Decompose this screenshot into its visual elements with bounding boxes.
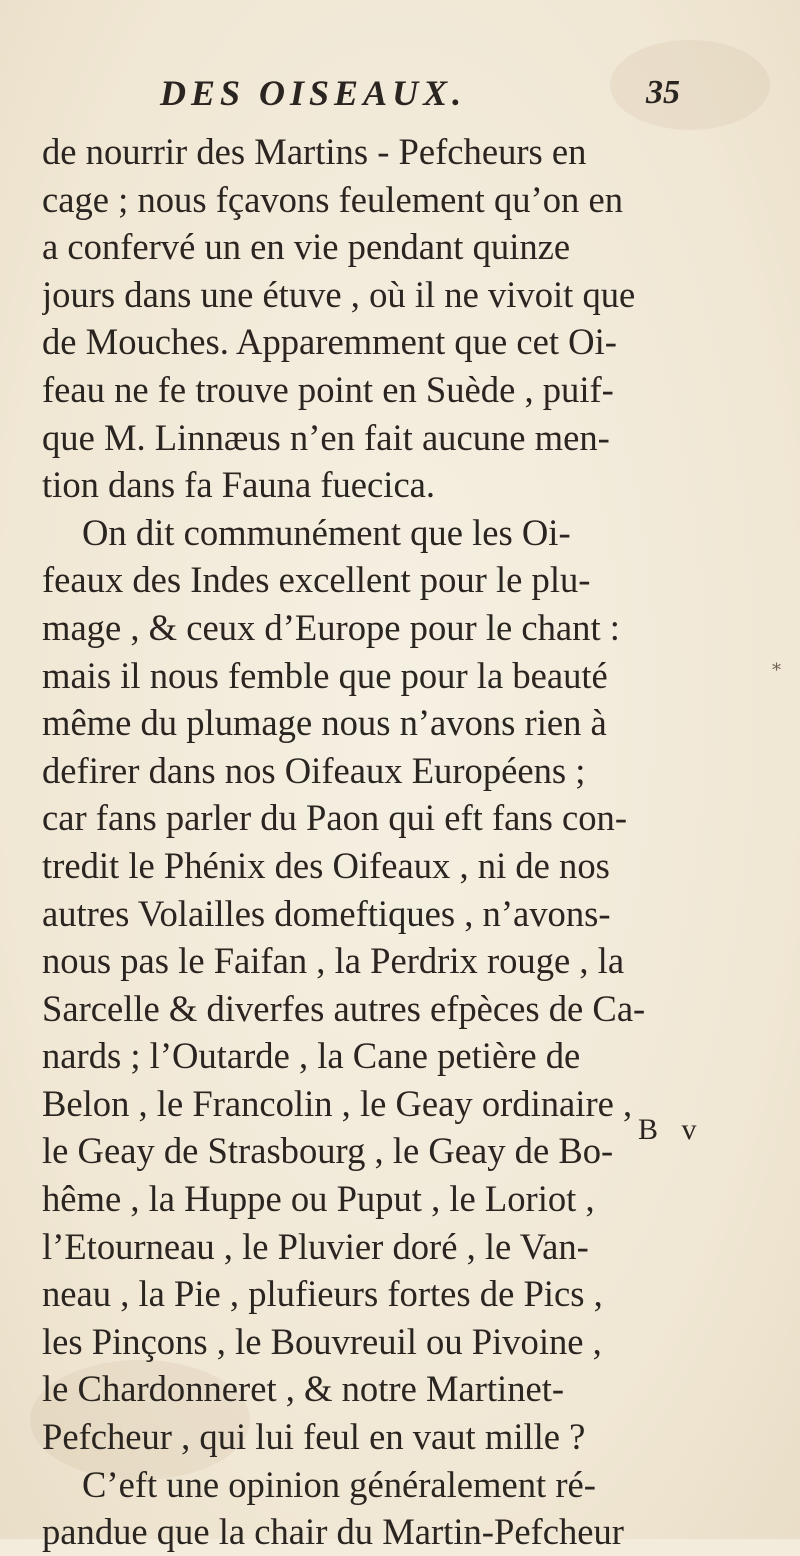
text-line: tion dans fa Fauna fuecica. — [42, 464, 436, 506]
body-text — [42, 128, 762, 1556]
text-line: nards ; l’Outarde , la Cane petière de — [42, 1035, 581, 1077]
text-line: cage ; nous fçavons feulement qu’on en — [42, 178, 623, 220]
text-line: le Geay de Strasbourg , le Geay de Bo- — [42, 1130, 614, 1172]
text-line: feau ne fe trouve point en Suède , puif- — [42, 368, 614, 410]
text-line: feaux des Indes excellent pour le plu- — [42, 559, 591, 601]
text-line: tredit le Phénix des Oifeaux , ni de nos — [42, 844, 610, 886]
text-line: le Chardonneret , & notre Martinet- — [42, 1368, 565, 1410]
text-line: Sarcelle & diverfes autres efpèces de Ca- — [42, 987, 646, 1029]
text-line: autres Volailles domeftiques , n’avons- — [42, 892, 611, 934]
text-line: que M. Linnæus n’en fait aucune men- — [42, 416, 610, 458]
page-header — [160, 72, 680, 120]
text-line: les Pinçons , le Bouvreuil ou Pivoine , — [42, 1320, 602, 1362]
running-title: DES OISEAUX. — [160, 73, 467, 113]
page-number: 35 — [646, 74, 680, 111]
text-line: car fans parler du Paon qui eft fans con- — [42, 797, 628, 839]
text-line: Belon , le Francolin , le Geay ordinaire , — [42, 1082, 633, 1124]
text-line: nous pas le Faifan , la Perdrix rouge , la — [42, 940, 625, 982]
text-line: mais il nous femble que pour la beauté — [42, 654, 608, 696]
text-line: defirer dans nos Oifeaux Européens ; — [42, 749, 586, 791]
text-line: hême , la Huppe ou Puput , le Loriot , — [42, 1178, 595, 1220]
paragraph-start-line: On dit communément que les Oi- — [82, 511, 571, 553]
text-line: de nourrir des Martins - Pefcheurs en — [42, 131, 587, 172]
signature-mark: B v — [638, 1113, 705, 1146]
text-line: même du plumage nous n’avons rien à — [42, 702, 607, 744]
text-line: Pefcheur , qui lui feul en vaut mille ? — [42, 1416, 586, 1458]
text-line: jours dans une étuve , où il ne vivoit que — [42, 273, 636, 315]
text-line: pandue que la chair du Martin-Pefcheur — [42, 1511, 624, 1553]
text-line: de Mouches. Apparemment que cet Oi- — [42, 321, 617, 363]
text-line: l’Etourneau , le Pluvier doré , le Van- — [42, 1225, 589, 1267]
margin-mark: * — [772, 660, 781, 681]
paragraph-start-line: C’eft une opinion généralement ré- — [82, 1463, 596, 1505]
text-line: neau , la Pie , plufieurs fortes de Pics , — [42, 1273, 603, 1315]
text-line: mage , & ceux d’Europe pour le chant : — [42, 606, 620, 648]
text-line: a confervé un en vie pendant quinze — [42, 226, 571, 268]
